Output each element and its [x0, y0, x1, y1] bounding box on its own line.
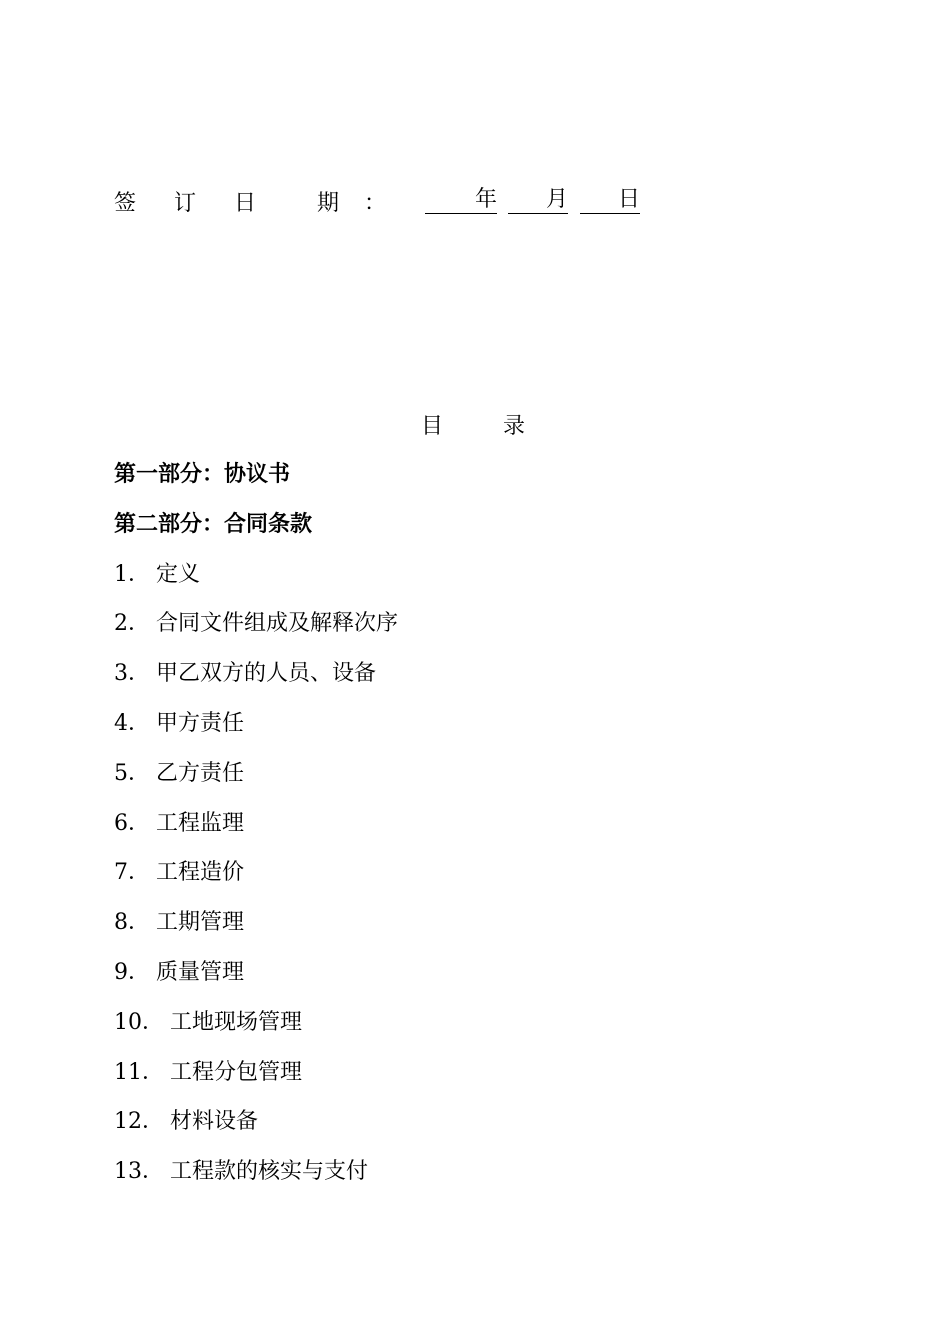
toc-item-text: 工程款的核实与支付: [170, 1159, 369, 1185]
toc-item-text: 定义: [156, 561, 201, 587]
toc-list: [114, 460, 874, 1207]
toc-item: [114, 659, 874, 709]
toc-item-text: 工期管理: [156, 910, 245, 936]
toc-item-number: 6．: [114, 810, 150, 836]
toc-item-number: 1．: [114, 561, 150, 587]
toc-item: [114, 560, 874, 610]
toc-title-char: 目: [421, 414, 444, 439]
toc-item: [114, 709, 874, 759]
signing-label-char: 日: [234, 191, 257, 216]
toc-item-number: 7．: [114, 860, 150, 886]
toc-title-char: 录: [503, 414, 526, 439]
toc-item: [114, 759, 874, 809]
toc-item-text: 工程造价: [156, 860, 245, 886]
toc-item-number: 12．: [114, 1109, 164, 1135]
toc-item-text: 材料设备: [170, 1109, 259, 1135]
toc-item: [114, 1107, 874, 1157]
toc-item-number: 4．: [114, 710, 150, 736]
signing-label-char: 订: [174, 191, 197, 216]
toc-item: [114, 858, 874, 908]
toc-item-text: 工地现场管理: [170, 1009, 303, 1035]
signing-label-char: ：: [364, 191, 387, 216]
toc-item-number: 3．: [114, 661, 150, 687]
toc-part-text: 第二部分：合同条款: [114, 511, 313, 537]
day-blank: [580, 186, 640, 214]
toc-item-number: 2．: [114, 611, 150, 637]
toc-item-number: 9．: [114, 959, 150, 985]
toc-item: [114, 958, 874, 1008]
toc-item-text: 合同文件组成及解释次序: [156, 611, 399, 637]
toc-item-text: 甲方责任: [156, 710, 245, 736]
toc-item-number: 11．: [114, 1059, 164, 1085]
toc-item-text: 工程分包管理: [170, 1059, 303, 1085]
month-unit: 月: [545, 187, 568, 212]
signing-label-char: 期: [317, 191, 340, 216]
toc-item-number: 8．: [114, 910, 150, 936]
toc-item: [114, 1058, 874, 1108]
toc-item-number: 10．: [114, 1009, 164, 1035]
toc-item: [114, 1008, 874, 1058]
toc-item: [114, 609, 874, 659]
signing-label-char: 签: [114, 191, 137, 216]
toc-item-text: 工程监理: [156, 810, 245, 836]
toc-title: [0, 409, 950, 441]
month-blank: [508, 186, 568, 214]
signing-date-line: [0, 186, 950, 218]
day-unit: 日: [617, 187, 640, 212]
toc-item-text: 质量管理: [156, 959, 245, 985]
toc-item: [114, 809, 874, 859]
toc-item-text: 乙方责任: [156, 760, 245, 786]
toc-part: [114, 460, 874, 510]
toc-item-text: 甲乙双方的人员、设备: [156, 661, 377, 687]
toc-item-number: 13．: [114, 1159, 164, 1185]
toc-item: [114, 1157, 874, 1207]
toc-item-number: 5．: [114, 760, 150, 786]
year-unit: 年: [474, 187, 497, 212]
toc-item: [114, 908, 874, 958]
year-blank: [425, 186, 497, 214]
toc-part: [114, 510, 874, 560]
toc-part-text: 第一部分：协议书: [114, 462, 291, 487]
